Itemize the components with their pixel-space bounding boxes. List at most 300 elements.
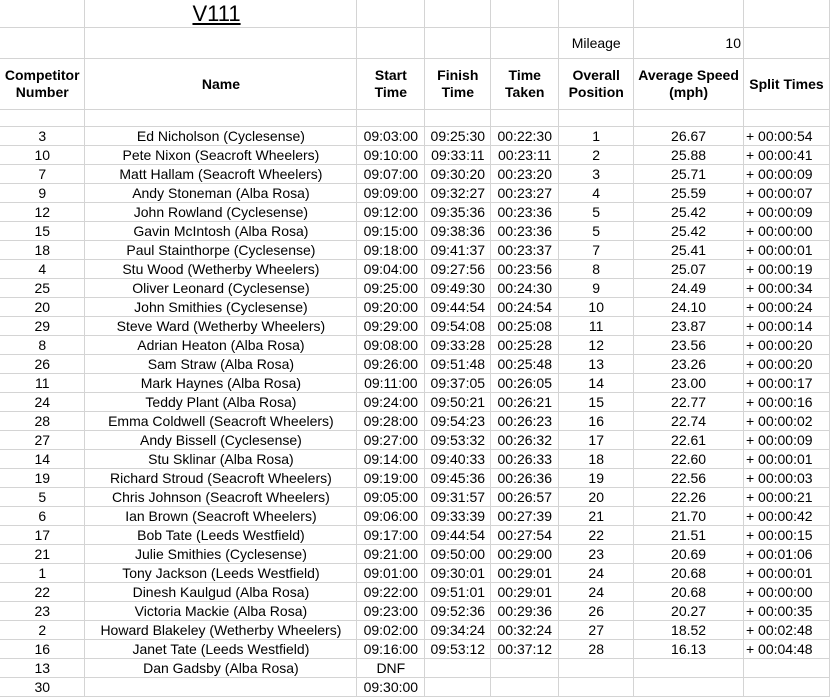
table-row bbox=[0, 469, 830, 488]
cell-name[interactable]: Chris Johnson (Seacroft Wheelers) bbox=[85, 488, 357, 507]
cell-finish-time[interactable]: 09:30:01 bbox=[425, 564, 491, 583]
cell-average-speed[interactable]: 22.26 bbox=[634, 488, 744, 507]
cell-competitor-number[interactable]: 17 bbox=[0, 526, 85, 545]
cell-finish-time[interactable]: 09:25:30 bbox=[425, 127, 491, 146]
cell-time-taken[interactable]: 00:23:36 bbox=[491, 203, 559, 222]
cell[interactable] bbox=[85, 28, 357, 59]
cell-competitor-number[interactable]: 1 bbox=[0, 564, 85, 583]
cell-start-time[interactable]: 09:07:00 bbox=[357, 165, 425, 184]
table-row bbox=[0, 241, 830, 260]
cell-split-time[interactable]: + 00:00:17 bbox=[743, 374, 829, 393]
header-finish-time[interactable]: Finish Time bbox=[425, 59, 491, 110]
cell-average-speed[interactable]: 25.42 bbox=[634, 203, 744, 222]
cell-overall-position[interactable]: 26 bbox=[559, 602, 634, 621]
table-row bbox=[0, 127, 830, 146]
cell-average-speed[interactable]: 25.41 bbox=[634, 241, 744, 260]
cell-overall-position[interactable]: 24 bbox=[559, 583, 634, 602]
cell-overall-position[interactable]: 5 bbox=[559, 203, 634, 222]
cell-finish-time[interactable]: 09:33:39 bbox=[425, 507, 491, 526]
cell-average-speed[interactable] bbox=[634, 659, 744, 678]
cell-finish-time[interactable]: 09:44:54 bbox=[425, 298, 491, 317]
cell-split-time[interactable]: + 00:00:20 bbox=[743, 355, 829, 374]
header-split-times[interactable]: Split Times bbox=[743, 59, 829, 110]
table-row bbox=[0, 621, 830, 640]
table-row bbox=[0, 488, 830, 507]
cell-name[interactable]: Ian Brown (Seacroft Wheelers) bbox=[85, 507, 357, 526]
table-row bbox=[0, 583, 830, 602]
cell-time-taken[interactable]: 00:29:01 bbox=[491, 564, 559, 583]
cell-name[interactable]: Victoria Mackie (Alba Rosa) bbox=[85, 602, 357, 621]
table-row bbox=[0, 336, 830, 355]
cell[interactable] bbox=[357, 28, 425, 59]
cell-overall-position[interactable]: 17 bbox=[559, 431, 634, 450]
cell-average-speed[interactable]: 22.74 bbox=[634, 412, 744, 431]
cell-split-time[interactable]: + 00:04:48 bbox=[743, 640, 829, 659]
cell-name[interactable]: Ed Nicholson (Cyclesense) bbox=[85, 127, 357, 146]
cell-time-taken[interactable]: 00:26:33 bbox=[491, 450, 559, 469]
cell-overall-position[interactable]: 22 bbox=[559, 526, 634, 545]
cell-name[interactable]: Janet Tate (Leeds Westfield) bbox=[85, 640, 357, 659]
cell-competitor-number[interactable]: 27 bbox=[0, 431, 85, 450]
cell-average-speed[interactable]: 18.52 bbox=[634, 621, 744, 640]
cell-start-time[interactable]: 09:10:00 bbox=[357, 146, 425, 165]
cell-split-time[interactable]: + 00:00:09 bbox=[743, 165, 829, 184]
cell-finish-time[interactable]: 09:30:20 bbox=[425, 165, 491, 184]
cell-competitor-number[interactable]: 20 bbox=[0, 298, 85, 317]
cell-overall-position[interactable]: 4 bbox=[559, 184, 634, 203]
cell-split-time[interactable]: + 00:00:21 bbox=[743, 488, 829, 507]
cell-split-time[interactable]: + 00:00:54 bbox=[743, 127, 829, 146]
header-name[interactable]: Name bbox=[85, 59, 357, 110]
cell[interactable] bbox=[559, 110, 634, 127]
cell-average-speed[interactable]: 24.10 bbox=[634, 298, 744, 317]
table-row bbox=[0, 640, 830, 659]
cell-finish-time[interactable]: 09:54:23 bbox=[425, 412, 491, 431]
cell-start-time[interactable]: 09:20:00 bbox=[357, 298, 425, 317]
cell-average-speed[interactable]: 21.70 bbox=[634, 507, 744, 526]
cell-time-taken[interactable]: 00:25:48 bbox=[491, 355, 559, 374]
cell-split-time[interactable]: + 00:00:34 bbox=[743, 279, 829, 298]
header-overall-position[interactable]: Overall Position bbox=[559, 59, 634, 110]
cell-competitor-number[interactable]: 16 bbox=[0, 640, 85, 659]
cell-split-time[interactable]: + 00:00:41 bbox=[743, 146, 829, 165]
cell-overall-position[interactable]: 9 bbox=[559, 279, 634, 298]
spacer-row bbox=[0, 110, 830, 127]
cell-split-time[interactable]: + 00:00:24 bbox=[743, 298, 829, 317]
cell-competitor-number[interactable]: 26 bbox=[0, 355, 85, 374]
cell[interactable] bbox=[0, 28, 85, 59]
header-average-speed[interactable]: Average Speed (mph) bbox=[634, 59, 744, 110]
cell-finish-time[interactable]: 09:32:27 bbox=[425, 184, 491, 203]
cell-start-time[interactable]: 09:12:00 bbox=[357, 203, 425, 222]
cell-average-speed[interactable]: 23.26 bbox=[634, 355, 744, 374]
cell-split-time[interactable]: + 00:00:16 bbox=[743, 393, 829, 412]
cell-start-time[interactable]: 09:02:00 bbox=[357, 621, 425, 640]
cell-average-speed[interactable]: 25.71 bbox=[634, 165, 744, 184]
cell-time-taken[interactable]: 00:23:36 bbox=[491, 222, 559, 241]
cell-start-time[interactable]: 09:18:00 bbox=[357, 241, 425, 260]
cell-average-speed[interactable]: 23.56 bbox=[634, 336, 744, 355]
cell-split-time[interactable]: + 00:00:07 bbox=[743, 184, 829, 203]
cell-name[interactable]: Richard Stroud (Seacroft Wheelers) bbox=[85, 469, 357, 488]
cell-name[interactable] bbox=[85, 678, 357, 697]
cell-overall-position[interactable]: 7 bbox=[559, 241, 634, 260]
cell-name[interactable]: Tony Jackson (Leeds Westfield) bbox=[85, 564, 357, 583]
table-row bbox=[0, 564, 830, 583]
table-row bbox=[0, 450, 830, 469]
cell-time-taken[interactable]: 00:26:23 bbox=[491, 412, 559, 431]
cell-competitor-number[interactable]: 6 bbox=[0, 507, 85, 526]
cell[interactable] bbox=[743, 110, 829, 127]
cell-time-taken[interactable]: 00:29:00 bbox=[491, 545, 559, 564]
cell-start-time[interactable]: 09:22:00 bbox=[357, 583, 425, 602]
cell-start-time[interactable]: 09:03:00 bbox=[357, 127, 425, 146]
cell-competitor-number[interactable]: 12 bbox=[0, 203, 85, 222]
cell-finish-time[interactable]: 09:52:36 bbox=[425, 602, 491, 621]
cell[interactable] bbox=[357, 0, 425, 28]
cell[interactable] bbox=[85, 110, 357, 127]
cell-overall-position[interactable]: 20 bbox=[559, 488, 634, 507]
table-row bbox=[0, 317, 830, 336]
cell-split-time[interactable]: + 00:00:02 bbox=[743, 412, 829, 431]
cell-split-time[interactable] bbox=[743, 678, 829, 697]
cell[interactable] bbox=[357, 110, 425, 127]
cell-competitor-number[interactable]: 23 bbox=[0, 602, 85, 621]
cell-name[interactable]: Dinesh Kaulgud (Alba Rosa) bbox=[85, 583, 357, 602]
cell-name[interactable]: Julie Smithies (Cyclesense) bbox=[85, 545, 357, 564]
cell-name[interactable]: John Rowland (Cyclesense) bbox=[85, 203, 357, 222]
cell-finish-time[interactable] bbox=[425, 659, 491, 678]
cell-finish-time[interactable]: 09:51:48 bbox=[425, 355, 491, 374]
cell-name[interactable]: Howard Blakeley (Wetherby Wheelers) bbox=[85, 621, 357, 640]
sheet-title[interactable]: V111 bbox=[85, 0, 357, 28]
cell-average-speed[interactable]: 23.87 bbox=[634, 317, 744, 336]
cell-split-time[interactable]: + 00:00:42 bbox=[743, 507, 829, 526]
cell-time-taken[interactable]: 00:26:21 bbox=[491, 393, 559, 412]
cell-name[interactable]: Mark Haynes (Alba Rosa) bbox=[85, 374, 357, 393]
cell-average-speed[interactable]: 21.51 bbox=[634, 526, 744, 545]
cell-overall-position[interactable]: 13 bbox=[559, 355, 634, 374]
cell-time-taken[interactable]: 00:23:37 bbox=[491, 241, 559, 260]
cell-name[interactable]: Adrian Heaton (Alba Rosa) bbox=[85, 336, 357, 355]
cell-time-taken[interactable]: 00:25:08 bbox=[491, 317, 559, 336]
cell-time-taken[interactable]: 00:26:36 bbox=[491, 469, 559, 488]
cell-average-speed[interactable]: 26.67 bbox=[634, 127, 744, 146]
cell[interactable] bbox=[425, 28, 491, 59]
cell-start-time[interactable]: 09:27:00 bbox=[357, 431, 425, 450]
cell-finish-time[interactable] bbox=[425, 678, 491, 697]
cell-time-taken[interactable]: 00:26:57 bbox=[491, 488, 559, 507]
cell-competitor-number[interactable]: 11 bbox=[0, 374, 85, 393]
cell-finish-time[interactable]: 09:37:05 bbox=[425, 374, 491, 393]
cell-finish-time[interactable]: 09:45:36 bbox=[425, 469, 491, 488]
cell-competitor-number[interactable]: 4 bbox=[0, 260, 85, 279]
cell-competitor-number[interactable]: 24 bbox=[0, 393, 85, 412]
cell-start-time[interactable]: 09:29:00 bbox=[357, 317, 425, 336]
cell[interactable] bbox=[743, 28, 829, 59]
cell-average-speed[interactable]: 23.00 bbox=[634, 374, 744, 393]
cell-overall-position[interactable]: 5 bbox=[559, 222, 634, 241]
cell-start-time[interactable]: 09:06:00 bbox=[357, 507, 425, 526]
cell[interactable] bbox=[634, 0, 744, 28]
table-row bbox=[0, 507, 830, 526]
cell-time-taken[interactable]: 00:37:12 bbox=[491, 640, 559, 659]
cell-overall-position[interactable]: 23 bbox=[559, 545, 634, 564]
cell-overall-position[interactable]: 8 bbox=[559, 260, 634, 279]
cell-name[interactable]: Andy Bissell (Cyclesense) bbox=[85, 431, 357, 450]
table-row bbox=[0, 431, 830, 450]
cell-start-time[interactable]: 09:05:00 bbox=[357, 488, 425, 507]
cell-name[interactable]: Steve Ward (Wetherby Wheelers) bbox=[85, 317, 357, 336]
cell-start-time[interactable]: 09:15:00 bbox=[357, 222, 425, 241]
cell-average-speed[interactable]: 25.42 bbox=[634, 222, 744, 241]
cell-finish-time[interactable]: 09:44:54 bbox=[425, 526, 491, 545]
cell-start-time[interactable]: 09:16:00 bbox=[357, 640, 425, 659]
cell-overall-position[interactable]: 14 bbox=[559, 374, 634, 393]
cell-competitor-number[interactable]: 18 bbox=[0, 241, 85, 260]
cell-average-speed[interactable]: 20.27 bbox=[634, 602, 744, 621]
cell-name[interactable]: Dan Gadsby (Alba Rosa) bbox=[85, 659, 357, 678]
table-row bbox=[0, 678, 830, 697]
table-row bbox=[0, 165, 830, 184]
cell-start-time[interactable]: 09:25:00 bbox=[357, 279, 425, 298]
mileage-label[interactable]: Mileage bbox=[559, 28, 634, 59]
cell-split-time[interactable]: + 00:00:09 bbox=[743, 203, 829, 222]
cell-time-taken[interactable]: 00:24:30 bbox=[491, 279, 559, 298]
cell-overall-position[interactable]: 19 bbox=[559, 469, 634, 488]
cell-time-taken[interactable]: 00:29:36 bbox=[491, 602, 559, 621]
cell-start-time[interactable]: 09:04:00 bbox=[357, 260, 425, 279]
cell-average-speed[interactable]: 20.69 bbox=[634, 545, 744, 564]
cell[interactable] bbox=[634, 110, 744, 127]
cell-start-time[interactable]: 09:24:00 bbox=[357, 393, 425, 412]
cell-overall-position[interactable]: 24 bbox=[559, 564, 634, 583]
cell-name[interactable]: Pete Nixon (Seacroft Wheelers) bbox=[85, 146, 357, 165]
cell-overall-position[interactable]: 18 bbox=[559, 450, 634, 469]
cell[interactable] bbox=[425, 0, 491, 28]
header-row bbox=[0, 59, 830, 110]
cell-time-taken[interactable] bbox=[491, 678, 559, 697]
cell-overall-position[interactable]: 16 bbox=[559, 412, 634, 431]
cell-overall-position[interactable]: 10 bbox=[559, 298, 634, 317]
cell-average-speed[interactable]: 20.68 bbox=[634, 583, 744, 602]
cell-average-speed[interactable]: 22.60 bbox=[634, 450, 744, 469]
cell-finish-time[interactable]: 09:50:00 bbox=[425, 545, 491, 564]
cell-finish-time[interactable]: 09:50:21 bbox=[425, 393, 491, 412]
cell-split-time[interactable]: + 00:00:01 bbox=[743, 564, 829, 583]
table-row bbox=[0, 526, 830, 545]
cell-competitor-number[interactable]: 19 bbox=[0, 469, 85, 488]
cell-name[interactable]: Gavin McIntosh (Alba Rosa) bbox=[85, 222, 357, 241]
cell-split-time[interactable]: + 00:00:01 bbox=[743, 241, 829, 260]
cell[interactable] bbox=[559, 0, 634, 28]
cell-name[interactable]: Oliver Leonard (Cyclesense) bbox=[85, 279, 357, 298]
cell-split-time[interactable]: + 00:00:15 bbox=[743, 526, 829, 545]
cell-time-taken[interactable]: 00:24:54 bbox=[491, 298, 559, 317]
cell-name[interactable]: Bob Tate (Leeds Westfield) bbox=[85, 526, 357, 545]
cell-time-taken[interactable]: 00:27:39 bbox=[491, 507, 559, 526]
cell-average-speed[interactable]: 25.07 bbox=[634, 260, 744, 279]
cell-finish-time[interactable]: 09:34:24 bbox=[425, 621, 491, 640]
cell-split-time[interactable]: + 00:00:19 bbox=[743, 260, 829, 279]
cell-finish-time[interactable]: 09:51:01 bbox=[425, 583, 491, 602]
cell-time-taken[interactable]: 00:32:24 bbox=[491, 621, 559, 640]
cell-start-time[interactable]: 09:14:00 bbox=[357, 450, 425, 469]
cell-average-speed[interactable]: 16.13 bbox=[634, 640, 744, 659]
cell-time-taken[interactable]: 00:23:11 bbox=[491, 146, 559, 165]
cell-average-speed[interactable]: 24.49 bbox=[634, 279, 744, 298]
cell-time-taken[interactable]: 00:23:27 bbox=[491, 184, 559, 203]
cell-split-time[interactable]: + 00:02:48 bbox=[743, 621, 829, 640]
table-row bbox=[0, 222, 830, 241]
cell-time-taken[interactable]: 00:27:54 bbox=[491, 526, 559, 545]
cell[interactable] bbox=[491, 0, 559, 28]
cell-name[interactable]: Sam Straw (Alba Rosa) bbox=[85, 355, 357, 374]
mileage-row bbox=[0, 28, 830, 59]
cell-name[interactable]: Matt Hallam (Seacroft Wheelers) bbox=[85, 165, 357, 184]
cell-time-taken[interactable]: 00:23:56 bbox=[491, 260, 559, 279]
cell-overall-position[interactable] bbox=[559, 659, 634, 678]
cell-competitor-number[interactable]: 2 bbox=[0, 621, 85, 640]
cell-overall-position[interactable] bbox=[559, 678, 634, 697]
cell-split-time[interactable]: + 00:00:00 bbox=[743, 583, 829, 602]
cell-split-time[interactable]: + 00:01:06 bbox=[743, 545, 829, 564]
cell-start-time[interactable]: 09:17:00 bbox=[357, 526, 425, 545]
cell-overall-position[interactable]: 21 bbox=[559, 507, 634, 526]
cell-finish-time[interactable]: 09:33:11 bbox=[425, 146, 491, 165]
cell-start-time[interactable]: 09:23:00 bbox=[357, 602, 425, 621]
cell-competitor-number[interactable]: 22 bbox=[0, 583, 85, 602]
cell-competitor-number[interactable]: 9 bbox=[0, 184, 85, 203]
cell-start-time[interactable]: 09:08:00 bbox=[357, 336, 425, 355]
cell-split-time[interactable]: + 00:00:35 bbox=[743, 602, 829, 621]
cell-start-time[interactable]: 09:19:00 bbox=[357, 469, 425, 488]
cell-start-time[interactable]: 09:30:00 bbox=[357, 678, 425, 697]
cell-finish-time[interactable]: 09:35:36 bbox=[425, 203, 491, 222]
cell-name[interactable]: John Smithies (Cyclesense) bbox=[85, 298, 357, 317]
cell-overall-position[interactable]: 3 bbox=[559, 165, 634, 184]
cell-average-speed[interactable]: 25.59 bbox=[634, 184, 744, 203]
cell-name[interactable]: Teddy Plant (Alba Rosa) bbox=[85, 393, 357, 412]
table-row bbox=[0, 279, 830, 298]
cell-name[interactable]: Stu Wood (Wetherby Wheelers) bbox=[85, 260, 357, 279]
cell-finish-time[interactable]: 09:53:32 bbox=[425, 431, 491, 450]
header-competitor-number[interactable]: Competitor Number bbox=[0, 59, 85, 110]
cell-competitor-number[interactable]: 5 bbox=[0, 488, 85, 507]
cell[interactable] bbox=[491, 110, 559, 127]
cell-competitor-number[interactable]: 3 bbox=[0, 127, 85, 146]
cell-competitor-number[interactable]: 8 bbox=[0, 336, 85, 355]
mileage-value[interactable]: 10 bbox=[634, 28, 744, 59]
cell-start-time[interactable]: 09:01:00 bbox=[357, 564, 425, 583]
cell-split-time[interactable] bbox=[743, 659, 829, 678]
cell-split-time[interactable]: + 00:00:20 bbox=[743, 336, 829, 355]
table-row bbox=[0, 412, 830, 431]
cell[interactable] bbox=[0, 0, 85, 28]
cell-start-time[interactable]: 09:09:00 bbox=[357, 184, 425, 203]
table-row bbox=[0, 355, 830, 374]
cell-finish-time[interactable]: 09:53:12 bbox=[425, 640, 491, 659]
cell-start-time[interactable]: 09:26:00 bbox=[357, 355, 425, 374]
cell-name[interactable]: Andy Stoneman (Alba Rosa) bbox=[85, 184, 357, 203]
cell-average-speed[interactable]: 25.88 bbox=[634, 146, 744, 165]
header-start-time[interactable]: Start Time bbox=[357, 59, 425, 110]
cell-time-taken[interactable]: 00:29:01 bbox=[491, 583, 559, 602]
cell-split-time[interactable]: + 00:00:09 bbox=[743, 431, 829, 450]
cell-finish-time[interactable]: 09:49:30 bbox=[425, 279, 491, 298]
title-row bbox=[0, 0, 830, 28]
cell-time-taken[interactable]: 00:26:05 bbox=[491, 374, 559, 393]
cell-split-time[interactable]: + 00:00:00 bbox=[743, 222, 829, 241]
cell-competitor-number[interactable]: 28 bbox=[0, 412, 85, 431]
cell-average-speed[interactable] bbox=[634, 678, 744, 697]
cell-start-time[interactable]: 09:11:00 bbox=[357, 374, 425, 393]
cell-average-speed[interactable]: 22.61 bbox=[634, 431, 744, 450]
cell-overall-position[interactable]: 28 bbox=[559, 640, 634, 659]
cell-competitor-number[interactable]: 21 bbox=[0, 545, 85, 564]
cell-competitor-number[interactable]: 30 bbox=[0, 678, 85, 697]
table-row bbox=[0, 184, 830, 203]
cell-overall-position[interactable]: 2 bbox=[559, 146, 634, 165]
cell-competitor-number[interactable]: 25 bbox=[0, 279, 85, 298]
cell-competitor-number[interactable]: 13 bbox=[0, 659, 85, 678]
cell-overall-position[interactable]: 27 bbox=[559, 621, 634, 640]
cell-finish-time[interactable]: 09:54:08 bbox=[425, 317, 491, 336]
cell-time-taken[interactable]: 00:25:28 bbox=[491, 336, 559, 355]
cell-finish-time[interactable]: 09:27:56 bbox=[425, 260, 491, 279]
cell-start-time[interactable]: DNF bbox=[357, 659, 425, 678]
cell-competitor-number[interactable]: 29 bbox=[0, 317, 85, 336]
header-time-taken[interactable]: Time Taken bbox=[491, 59, 559, 110]
cell-time-taken[interactable]: 00:22:30 bbox=[491, 127, 559, 146]
cell-split-time[interactable]: + 00:00:14 bbox=[743, 317, 829, 336]
cell-average-speed[interactable]: 22.77 bbox=[634, 393, 744, 412]
cell-average-speed[interactable]: 22.56 bbox=[634, 469, 744, 488]
cell-time-taken[interactable]: 00:26:32 bbox=[491, 431, 559, 450]
cell-finish-time[interactable]: 09:31:57 bbox=[425, 488, 491, 507]
table-row bbox=[0, 298, 830, 317]
cell-finish-time[interactable]: 09:41:37 bbox=[425, 241, 491, 260]
cell-overall-position[interactable]: 1 bbox=[559, 127, 634, 146]
cell-competitor-number[interactable]: 7 bbox=[0, 165, 85, 184]
cell-split-time[interactable]: + 00:00:03 bbox=[743, 469, 829, 488]
cell-start-time[interactable]: 09:21:00 bbox=[357, 545, 425, 564]
cell-finish-time[interactable]: 09:40:33 bbox=[425, 450, 491, 469]
cell-time-taken[interactable] bbox=[491, 659, 559, 678]
table-row bbox=[0, 146, 830, 165]
cell-overall-position[interactable]: 11 bbox=[559, 317, 634, 336]
cell[interactable] bbox=[425, 110, 491, 127]
cell-overall-position[interactable]: 15 bbox=[559, 393, 634, 412]
cell-name[interactable]: Paul Stainthorpe (Cyclesense) bbox=[85, 241, 357, 260]
cell-split-time[interactable]: + 00:00:01 bbox=[743, 450, 829, 469]
cell-start-time[interactable]: 09:28:00 bbox=[357, 412, 425, 431]
cell-average-speed[interactable]: 20.68 bbox=[634, 564, 744, 583]
cell-name[interactable]: Stu Sklinar (Alba Rosa) bbox=[85, 450, 357, 469]
cell-overall-position[interactable]: 12 bbox=[559, 336, 634, 355]
cell-competitor-number[interactable]: 14 bbox=[0, 450, 85, 469]
cell[interactable] bbox=[743, 0, 829, 28]
cell[interactable] bbox=[0, 110, 85, 127]
cell-competitor-number[interactable]: 15 bbox=[0, 222, 85, 241]
cell-name[interactable]: Emma Coldwell (Seacroft Wheelers) bbox=[85, 412, 357, 431]
cell-finish-time[interactable]: 09:33:28 bbox=[425, 336, 491, 355]
table-row bbox=[0, 545, 830, 564]
cell-competitor-number[interactable]: 10 bbox=[0, 146, 85, 165]
cell[interactable] bbox=[491, 28, 559, 59]
cell-time-taken[interactable]: 00:23:20 bbox=[491, 165, 559, 184]
cell-finish-time[interactable]: 09:38:36 bbox=[425, 222, 491, 241]
